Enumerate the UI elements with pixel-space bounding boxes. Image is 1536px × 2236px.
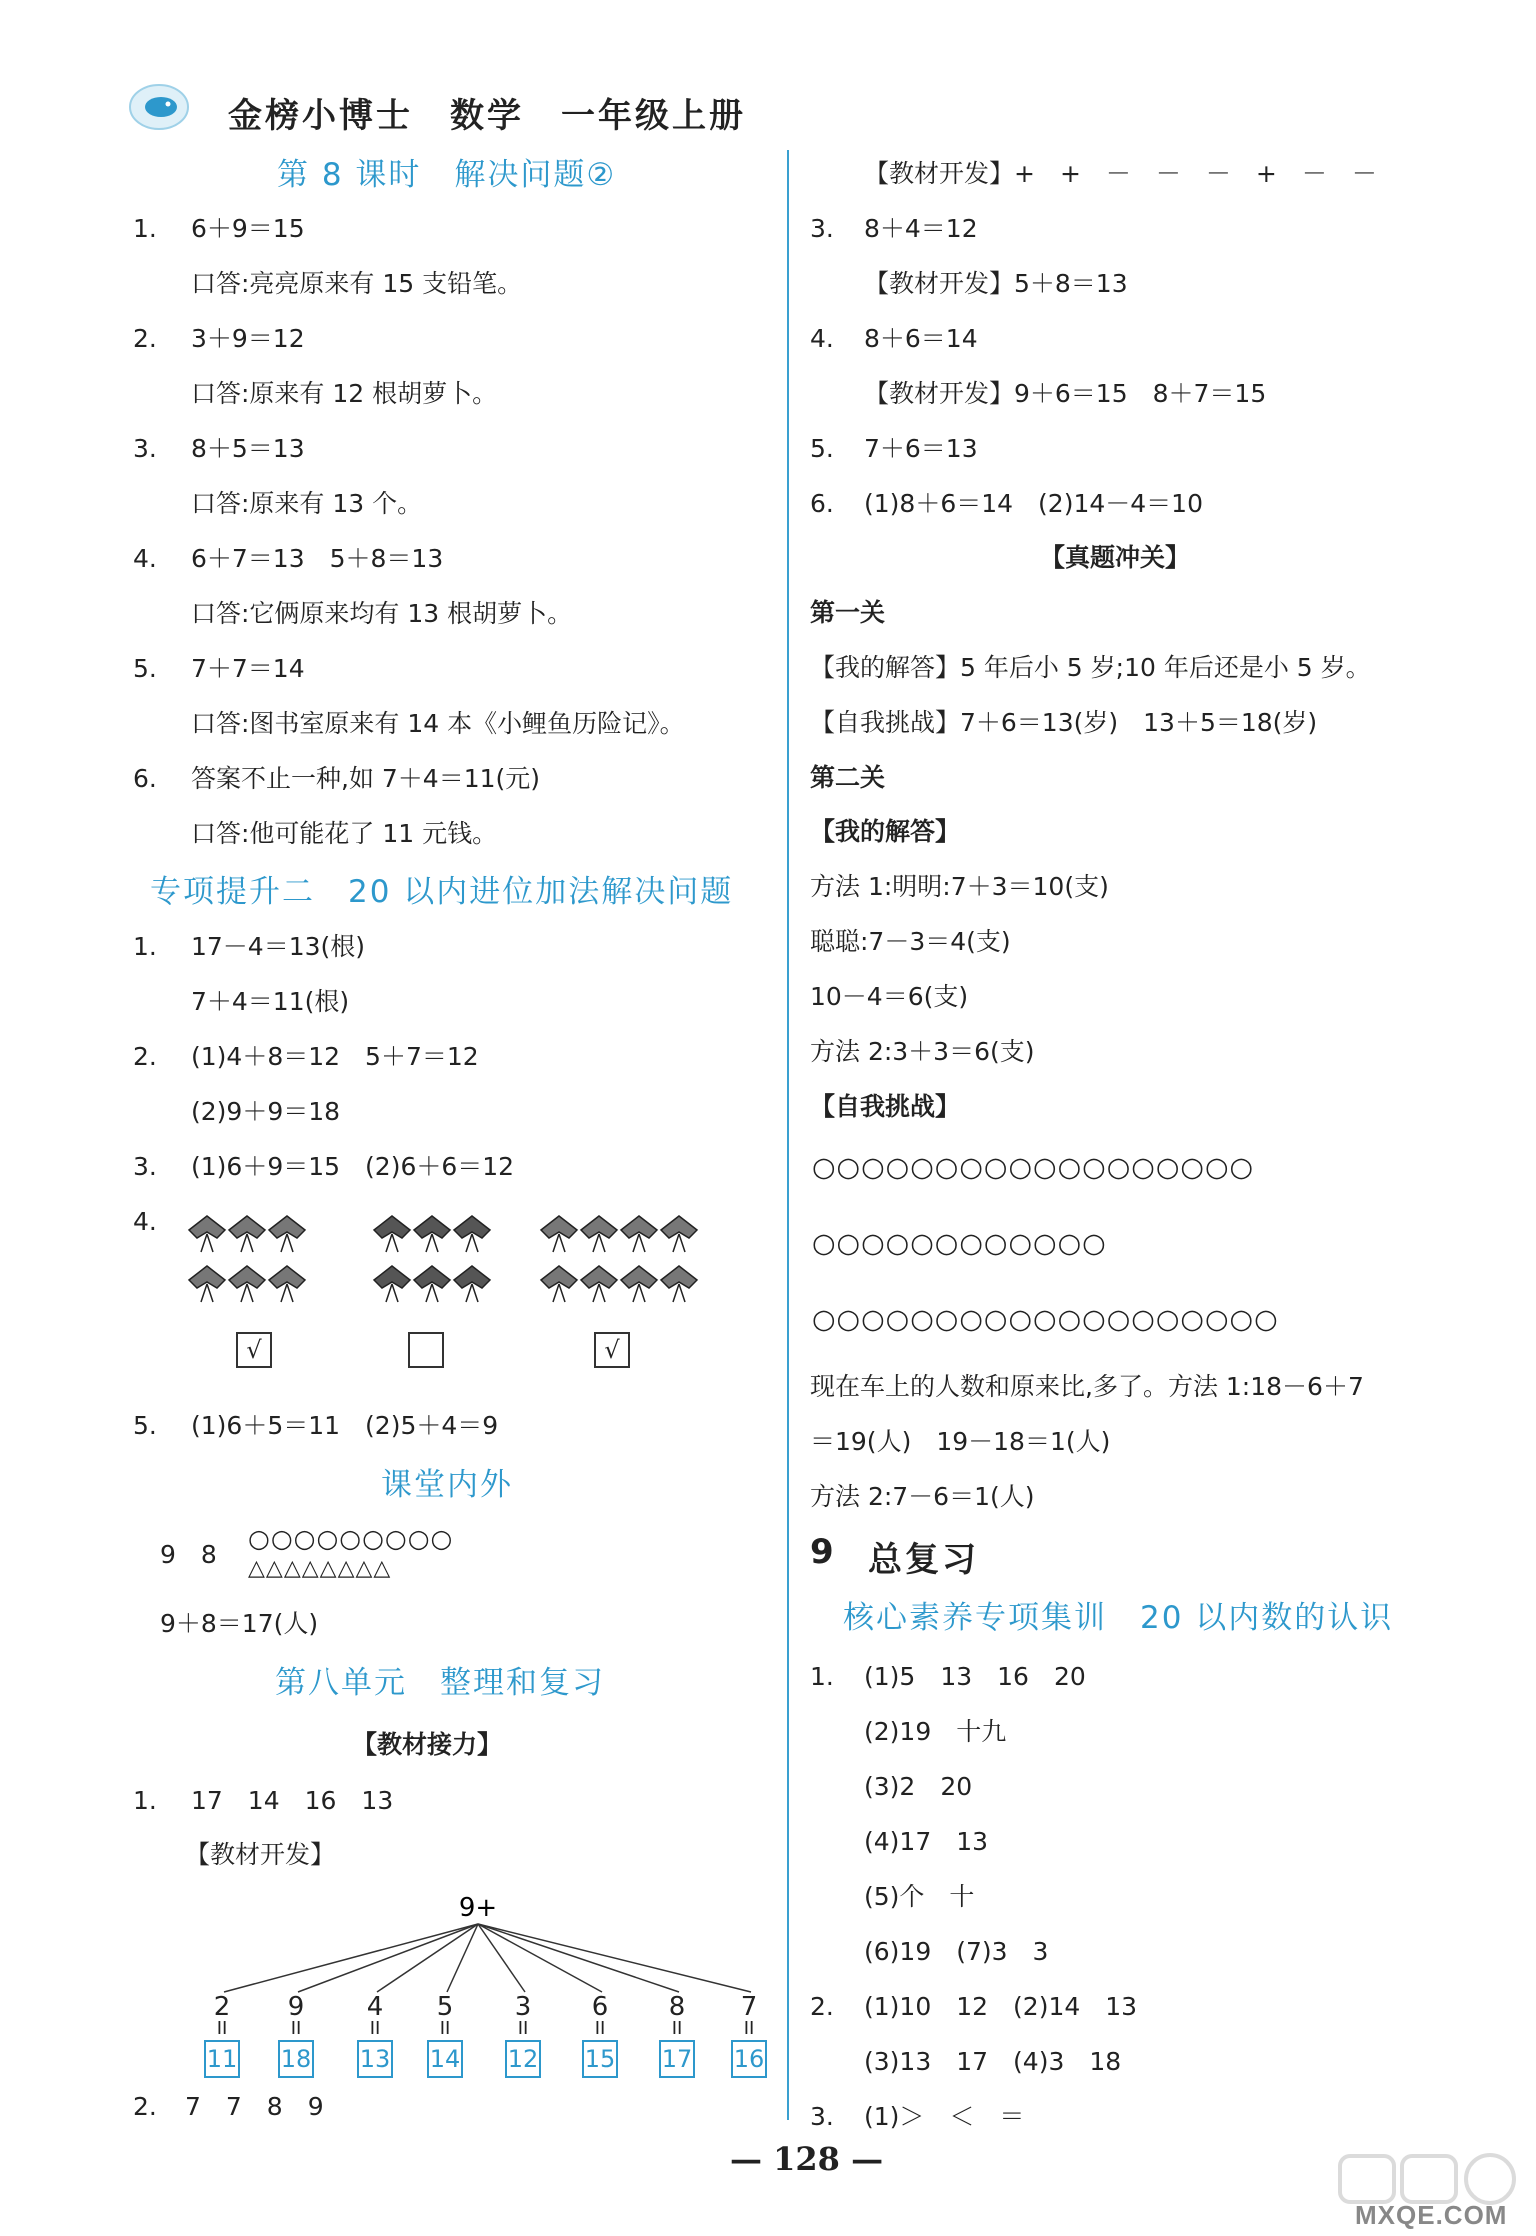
- question-number: 3.: [133, 434, 157, 463]
- kite-icon: [661, 1266, 697, 1302]
- level-2-diff: 10－4＝6(支): [810, 982, 969, 1011]
- kite-icon: [621, 1216, 657, 1252]
- kite-icon: [269, 1266, 305, 1302]
- tree-equals-mark: II: [743, 2018, 755, 2039]
- answer-line: 8＋5＝13: [191, 434, 305, 463]
- page-number: — 128 —: [730, 2140, 884, 2178]
- tree-equals-mark: II: [517, 2018, 529, 2039]
- section-heading-classroom: 课堂内外: [381, 1467, 513, 1503]
- kite-icon: [581, 1266, 617, 1302]
- tree-root: 9+: [458, 1893, 498, 1923]
- kite-icon: [269, 1216, 305, 1252]
- tree-branch: [478, 1924, 679, 1992]
- answer-line: 【教材开发】5＋8＝13: [864, 269, 1128, 298]
- real-exam-heading: 【真题冲关】: [1040, 543, 1191, 572]
- answer-line: 口答:图书室原来有 14 本《小鲤鱼历险记》。: [191, 709, 685, 738]
- answer-line: 6＋7＝13 5＋8＝13: [191, 544, 444, 573]
- answer-line: (2)19 十九: [864, 1717, 1007, 1746]
- watermark-text: MXQE.COM: [1355, 2200, 1508, 2230]
- kite-icon: [454, 1266, 490, 1302]
- checkbox-1[interactable]: √: [236, 1332, 272, 1368]
- answer-line: 7＋4＝11(根): [191, 987, 350, 1016]
- level-2-method1: 方法 1:明明:7＋3＝10(支): [810, 872, 1109, 901]
- tree-branch: [224, 1924, 478, 1992]
- question-number: 5.: [133, 654, 157, 683]
- tree-equals-mark: II: [439, 2018, 451, 2039]
- question-number: 1.: [810, 1662, 834, 1691]
- answer-line: (1)4＋8＝12 5＋7＝12: [191, 1042, 479, 1071]
- classroom-equation: 9＋8＝17(人): [160, 1609, 319, 1638]
- classroom-triangles: △△△△△△△△: [248, 1556, 392, 1581]
- level-2-method2: 方法 2:3＋3＝6(支): [810, 1037, 1035, 1066]
- tree-equals-mark: II: [369, 2018, 381, 2039]
- tree-sum-box: 17: [659, 2040, 695, 2078]
- kite-icon: [541, 1266, 577, 1302]
- question-number: 3.: [810, 2102, 834, 2131]
- answer-line: 3＋9＝12: [191, 324, 305, 353]
- tree-sum-box: 13: [357, 2040, 393, 2078]
- level-2-conclusion-2: ＝19(人) 19－18＝1(人): [810, 1427, 1111, 1456]
- answer-line: (3)2 20: [864, 1772, 973, 1801]
- answer-line: 【教材开发】+ + － － － + － －: [864, 159, 1377, 188]
- tree-branch: [478, 1924, 751, 1992]
- chapter-title: 总复习: [868, 1540, 979, 1580]
- tree-equals-mark: II: [216, 2018, 228, 2039]
- answer-line: 【教材开发】9＋6＝15 8＋7＝15: [864, 379, 1267, 408]
- tree-sum-box: 15: [582, 2040, 618, 2078]
- kite-icon: [541, 1216, 577, 1252]
- answer-line: (1)6＋9＝15 (2)6＋6＝12: [191, 1152, 515, 1181]
- question-number: 6.: [810, 489, 834, 518]
- tree-addend: 5: [436, 1992, 454, 2022]
- kite-icon: [189, 1216, 225, 1252]
- chapter-number: 9: [810, 1532, 834, 1572]
- tree-sum-box: 14: [427, 2040, 463, 2078]
- tree-equals-mark: II: [290, 2018, 302, 2039]
- question-number: 2.: [133, 324, 157, 353]
- q5-answer: (1)6＋5＝11 (2)5＋4＝9: [191, 1411, 499, 1440]
- unit8-q1-answer: 17 14 16 13: [191, 1786, 394, 1815]
- level-2-congcong: 聪聪:7－3＝4(支): [810, 927, 1011, 956]
- level-2-my-answer-label: 【我的解答】: [810, 817, 961, 846]
- answer-line: 口答:它俩原来均有 13 根胡萝卜。: [191, 599, 573, 628]
- answer-line: 8＋4＝12: [864, 214, 978, 243]
- level-1-challenge: 【自我挑战】7＋6＝13(岁) 13＋5＝18(岁): [810, 708, 1318, 737]
- level-2-method2-b: 方法 2:7－6＝1(人): [810, 1482, 1035, 1511]
- kite-icon: [661, 1216, 697, 1252]
- question-number: 4.: [133, 1207, 157, 1236]
- tree-branch: [478, 1924, 602, 1992]
- section-heading-unit8: 第八单元 整理和复习: [275, 1665, 605, 1701]
- section-heading-lesson8: 第 8 课时 解决问题②: [277, 157, 617, 193]
- answer-line: 17－4＝13(根): [191, 932, 366, 961]
- circle-row-1: ○○○○○○○○○○○○○○○○○○: [812, 1152, 1255, 1183]
- kite-icon: [414, 1266, 450, 1302]
- circle-row-2: ○○○○○○○○○○○○: [812, 1228, 1107, 1259]
- tree-addend: 4: [366, 1992, 384, 2022]
- answer-line: (5)个 十: [864, 1882, 975, 1911]
- kite-icon: [454, 1216, 490, 1252]
- q5-number: 5.: [133, 1411, 157, 1440]
- tree-sum-box: 12: [505, 2040, 541, 2078]
- answer-line: (4)17 13: [864, 1827, 989, 1856]
- level-2-conclusion: 现在车上的人数和原来比,多了。方法 1:18－6＋7: [810, 1372, 1364, 1401]
- tree-sum-box: 16: [731, 2040, 767, 2078]
- section-heading-special2: 专项提升二 20 以内进位加法解决问题: [150, 874, 734, 910]
- answer-line: (1)＞ ＜ ＝: [864, 2102, 1025, 2131]
- answer-line: 口答:原来有 12 根胡萝卜。: [191, 379, 498, 408]
- tree-equals-mark: II: [594, 2018, 606, 2039]
- answer-line: 7＋6＝13: [864, 434, 978, 463]
- kite-illustration: [185, 1212, 705, 1322]
- tree-sum-box: 18: [278, 2040, 314, 2078]
- level-2-label: 第二关: [810, 763, 886, 792]
- question-number: 3.: [133, 1152, 157, 1181]
- kite-icon: [621, 1266, 657, 1302]
- answer-line: 7＋7＝14: [191, 654, 305, 683]
- tree-addend: 2: [213, 1992, 231, 2022]
- logo-icon: [128, 82, 190, 132]
- question-number: 6.: [133, 764, 157, 793]
- checkbox-2[interactable]: [408, 1332, 444, 1368]
- question-number: 1.: [133, 214, 157, 243]
- circle-row-3: ○○○○○○○○○○○○○○○○○○○: [812, 1304, 1279, 1335]
- unit8-q2-number: 2.: [133, 2092, 157, 2121]
- answer-line: (1)5 13 16 20: [864, 1662, 1086, 1691]
- question-number: 3.: [810, 214, 834, 243]
- tree-addend: 9: [287, 1992, 305, 2022]
- kite-icon: [414, 1216, 450, 1252]
- answer-line: 口答:亮亮原来有 15 支铅笔。: [191, 269, 523, 298]
- answer-line: (1)8＋6＝14 (2)14－4＝10: [864, 489, 1203, 518]
- textbook-relay-label: 【教材接力】: [352, 1730, 503, 1759]
- core-literacy-heading: 核心素养专项集训 20 以内数的认识: [843, 1600, 1394, 1636]
- answer-line: 6＋9＝15: [191, 214, 305, 243]
- kite-icon: [374, 1266, 410, 1302]
- classroom-circles: ○○○○○○○○○: [248, 1524, 454, 1553]
- answer-line: 答案不止一种,如 7＋4＝11(元): [191, 764, 541, 793]
- tree-addend: 8: [668, 1992, 686, 2022]
- unit8-q1-number: 1.: [133, 1786, 157, 1815]
- answer-line: (2)9＋9＝18: [191, 1097, 341, 1126]
- book-title: 金榜小博士 数学 一年级上册: [228, 96, 746, 136]
- kite-icon: [189, 1266, 225, 1302]
- question-number: 4.: [810, 324, 834, 353]
- answer-line: 8＋6＝14: [864, 324, 978, 353]
- answer-line: (6)19 (7)3 3: [864, 1937, 1049, 1966]
- answer-line: 口答:原来有 13 个。: [191, 489, 423, 518]
- checkbox-3[interactable]: √: [594, 1332, 630, 1368]
- question-number: 4.: [133, 544, 157, 573]
- kite-icon: [229, 1266, 265, 1302]
- textbook-dev-label: 【教材开发】: [185, 1840, 336, 1869]
- question-number: 2.: [133, 1042, 157, 1071]
- kite-icon: [581, 1216, 617, 1252]
- answer-line: (3)13 17 (4)3 18: [864, 2047, 1122, 2076]
- level-1-my-answer: 【我的解答】5 年后小 5 岁;10 年后还是小 5 岁。: [810, 653, 1371, 682]
- answer-line: 口答:他可能花了 11 元钱。: [191, 819, 498, 848]
- level-1-label: 第一关: [810, 598, 886, 627]
- kite-icon: [229, 1216, 265, 1252]
- tree-sum-box: 11: [204, 2040, 240, 2078]
- unit8-q2-answer: 7 7 8 9: [185, 2092, 324, 2121]
- tree-addend: 7: [740, 1992, 758, 2022]
- column-divider: [787, 150, 789, 2120]
- kite-icon: [374, 1216, 410, 1252]
- answer-line: (1)10 12 (2)14 13: [864, 1992, 1138, 2021]
- level-2-challenge-label: 【自我挑战】: [810, 1092, 961, 1121]
- tree-addend: 6: [591, 1992, 609, 2022]
- classroom-numbers: 9 8: [160, 1540, 217, 1569]
- tree-equals-mark: II: [671, 2018, 683, 2039]
- tree-addend: 3: [514, 1992, 532, 2022]
- question-number: 2.: [810, 1992, 834, 2021]
- question-number: 5.: [810, 434, 834, 463]
- question-number: 1.: [133, 932, 157, 961]
